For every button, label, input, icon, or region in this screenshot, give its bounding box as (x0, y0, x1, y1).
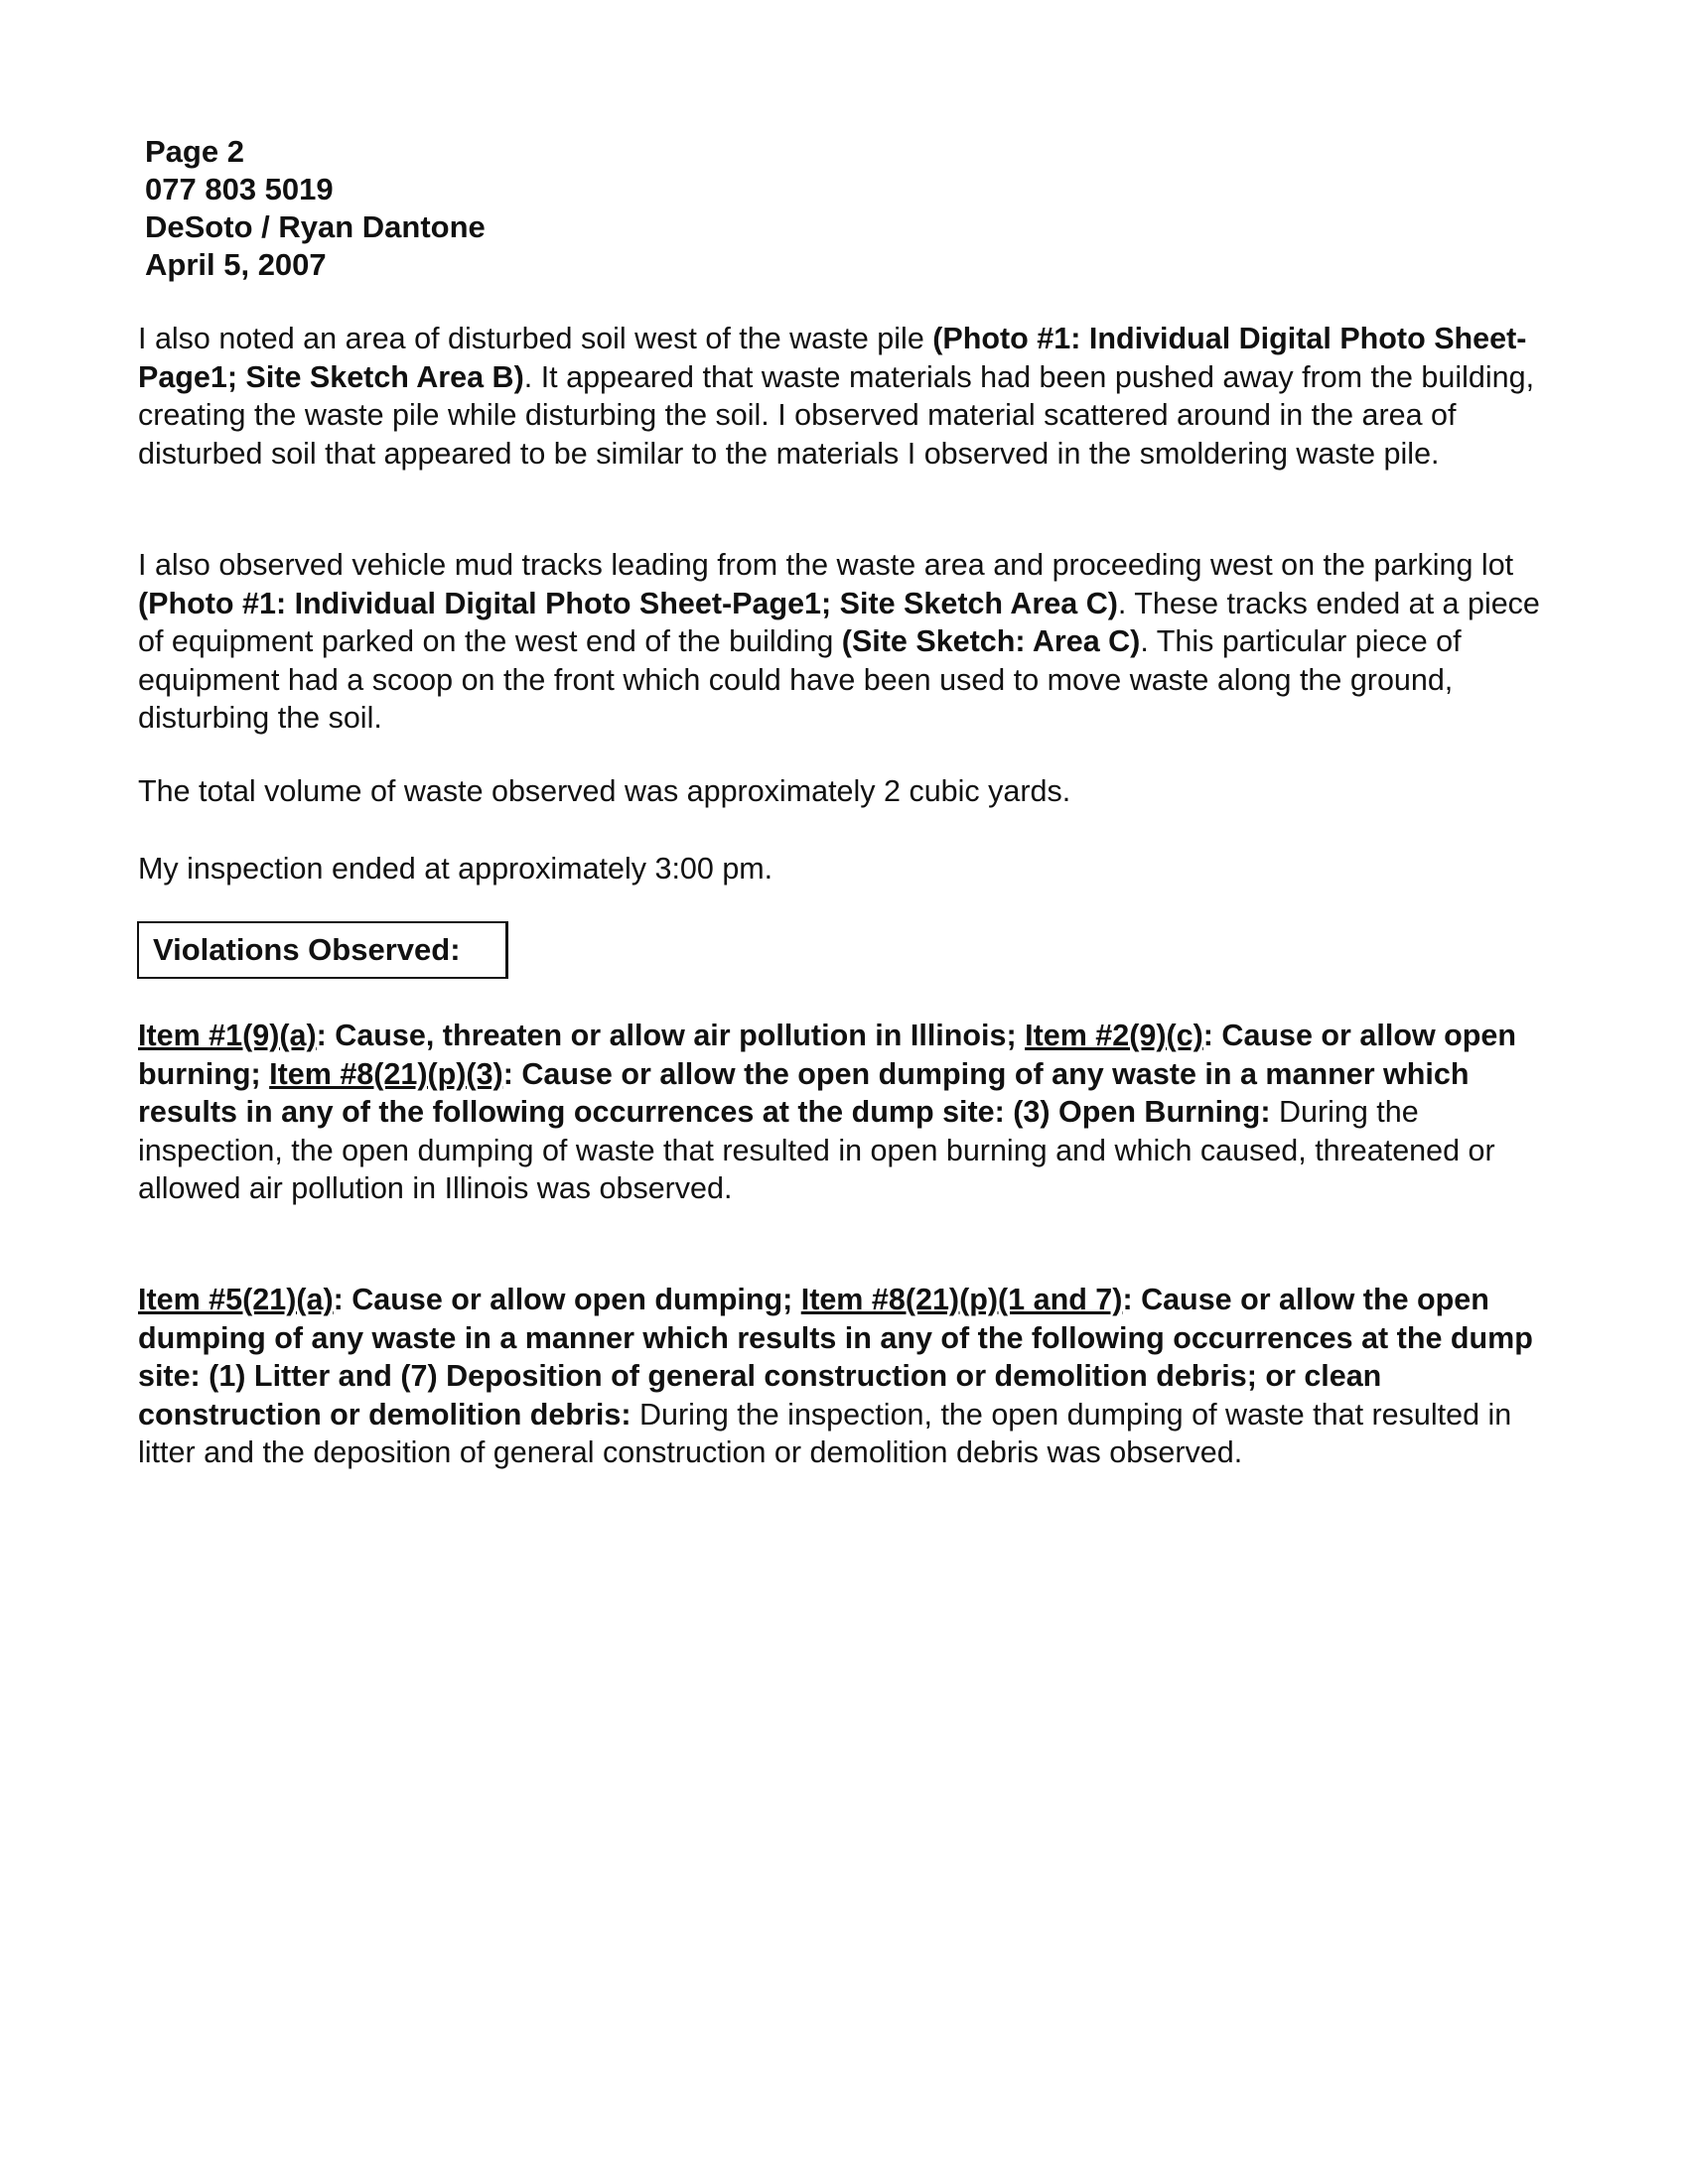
item-link: Item #8(21)(p)(3) (269, 1056, 503, 1091)
item-link: Item #5(21)(a) (138, 1283, 334, 1316)
paragraph-inspection-end: My inspection ended at approximately 3:00 pm. (138, 852, 773, 886)
paragraph-mud-tracks: I also observed vehicle mud tracks leading from the waste area and proceeding west on the parking lot (Photo #1: Individual Digital Photo Sheet-Page1; Site Sketch Area C). These tracks ended at a piece of equipment parked on the west end of the building (Site Sketch: Area C). This particular piece of equipment had a scoop on the front which could have been used to move waste along the ground, disturbing the soil. (138, 548, 1540, 735)
item-link: Item #2(9)(c) (1025, 1019, 1203, 1052)
page-header (145, 133, 486, 284)
item-link: Item #1(9)(a) (138, 1019, 317, 1052)
item-link: Item #8(21)(p)(1 and 7) (800, 1283, 1123, 1316)
report-date: April 5, 2007 (145, 247, 327, 282)
violations-heading: Violations Observed: (137, 921, 508, 979)
paragraph-waste-volume: The total volume of waste observed was approximately 2 cubic yards. (138, 774, 1071, 808)
violation-item-1: Item #1(9)(a): Cause, threaten or allow air pollution in Illinois; Item #2(9)(c): Cause or allow open burning; Item #8(21)(p)(3): Cause or allow the open dumping of any waste in a manner which results in any of the following occurrences at the dump site: (3) Open Burning: During the inspection, the open dumping of waste that resulted in open burning and which caused, threatened or allowed air pollution in Illinois was observed. (138, 1019, 1516, 1205)
paragraph-disturbed-soil: I also noted an area of disturbed soil west of the waste pile (Photo #1: Individual Digital Photo Sheet-Page1; Site Sketch Area B). It appeared that waste materials had been pushed away from the building, creating the waste pile while disturbing the soil. I observed material scattered around in the area of disturbed soil that appeared to be similar to the materials I observed in the smoldering waste pile. (138, 322, 1535, 471)
file-number: 077 803 5019 (145, 172, 334, 206)
site-name: DeSoto / Ryan Dantone (145, 209, 486, 244)
page-number: Page 2 (145, 134, 244, 169)
violation-item-2: Item #5(21)(a): Cause or allow open dumping; Item #8(21)(p)(1 and 7): Cause or allow the open dumping of any waste in a manner which results in any of the following occurrences at the dump site: (1) Litter and (7) Deposition of general construction or demolition debris; or clean construction or demolition debris: During the inspection, the open dumping of waste that resulted in litter and the deposition of general construction or demolition debris was observed. (138, 1283, 1533, 1469)
